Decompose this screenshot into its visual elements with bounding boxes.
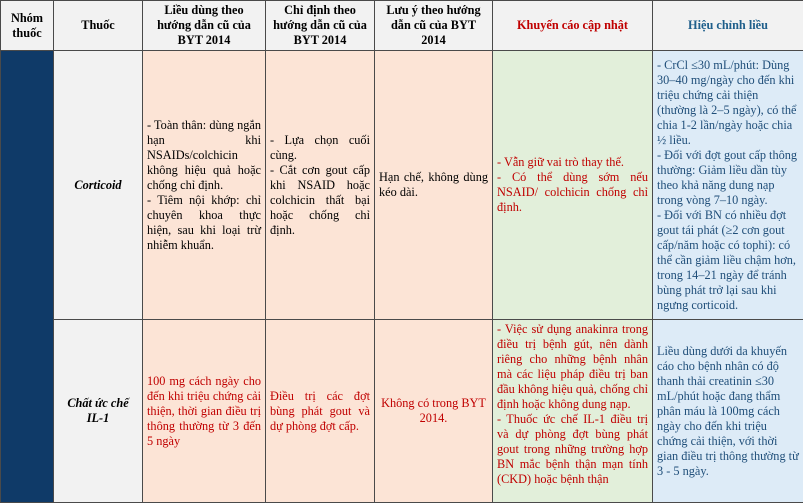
update-line: - Có thể dùng sớm nếu NSAID/ colchicin chống chỉ định. xyxy=(497,170,648,215)
update-cell xyxy=(493,51,653,320)
header-update: Khuyến cáo cập nhật xyxy=(493,1,653,51)
update-line: - Thuốc ức chế IL-1 điều trị và dự phòng đợt bùng phát gout trong những trường hợp BN mắc bệnh thận mạn tính (CKD) hoặc bệnh thận xyxy=(497,412,648,487)
header-row xyxy=(1,1,803,51)
indication-old-line: - Cắt cơn gout cấp khi NSAID hoặc colchicin thất bại hoặc chống chỉ định. xyxy=(270,163,370,238)
dose-adjust-line: - CrCl ≤30 mL/phút: Dùng 30–40 mg/ngày cho đến khi triệu chứng cải thiện (thường là 2–5 ngày), có thể chia 1-2 lần/ngày hoặc chia ½ liều. xyxy=(657,58,799,148)
header-indication-old: Chỉ định theo hướng dẫn cũ của BYT 2014 xyxy=(266,1,375,51)
group-cell xyxy=(1,51,54,503)
update-line: - Việc sử dụng anakinra trong điều trị bệnh gút, nên dành riêng cho những bệnh nhân mà các liệu pháp điều trị ban đầu không hiệu quả, chống chỉ định hoặc không dung nạp. xyxy=(497,322,648,412)
dose-old-cell xyxy=(143,51,266,320)
header-group: Nhóm thuốc xyxy=(1,1,54,51)
indication-old-cell xyxy=(266,51,375,320)
dose-adjust-cell: Liều dùng dưới da khuyến cáo cho bệnh nhân có độ thanh thải creatinin ≤30 mL/phút hoặc đang thẩm phân máu là 100mg cách ngày cho đến khi triệu chứng cải thiện, với thời gian điều trị thông thường từ 3 - 5 ngày. xyxy=(653,320,803,503)
drug-name: Corticoid xyxy=(54,51,143,320)
dose-old-line: - Tiêm nội khớp: chỉ chuyên khoa thực hiện, sau khi loại trừ nhiễm khuẩn. xyxy=(147,193,261,253)
header-note-old: Lưu ý theo hướng dẫn cũ của BYT 2014 xyxy=(375,1,493,51)
dose-old-cell: 100 mg cách ngày cho đến khi triệu chứng cải thiện, thời gian điều trị thông thường từ 3 đến 5 ngày xyxy=(143,320,266,503)
table-row-corticoid xyxy=(1,51,803,320)
table-row-il1 xyxy=(1,320,803,503)
note-old-cell: Không có trong BYT 2014. xyxy=(375,320,493,503)
update-line: - Vẫn giữ vai trò thay thế. xyxy=(497,155,648,170)
note-old-cell: Hạn chế, không dùng kéo dài. xyxy=(375,51,493,320)
header-dose-old: Liều dùng theo hướng dẫn cũ của BYT 2014 xyxy=(143,1,266,51)
drug-name: Chất ức chế IL-1 xyxy=(54,320,143,503)
header-dose-adjust: Hiệu chỉnh liều xyxy=(653,1,803,51)
indication-old-line: - Lựa chọn cuối cùng. xyxy=(270,133,370,163)
dose-adjust-cell xyxy=(653,51,803,320)
update-cell xyxy=(493,320,653,503)
indication-old-cell: Điều trị các đợt bùng phát gout và dự phòng đợt cấp. xyxy=(266,320,375,503)
dose-old-line: - Toàn thân: dùng ngắn hạn khi NSAIDs/colchicin không hiệu quả hoặc chống chỉ định. xyxy=(147,118,261,193)
header-drug: Thuốc xyxy=(54,1,143,51)
dose-adjust-line: - Đối với đợt gout cấp thông thường: Giảm liều dần tùy theo khả năng dung nạp trong vòng 7–10 ngày. xyxy=(657,148,799,208)
dose-adjust-line: - Đối với BN có nhiều đợt gout tái phát (≥2 cơn gout cấp/năm hoặc có tophi): có thể cần giảm liều chậm hơn, trong 14–21 ngày để tránh bùng phát trở lại sau khi ngưng corticoid. xyxy=(657,208,799,313)
